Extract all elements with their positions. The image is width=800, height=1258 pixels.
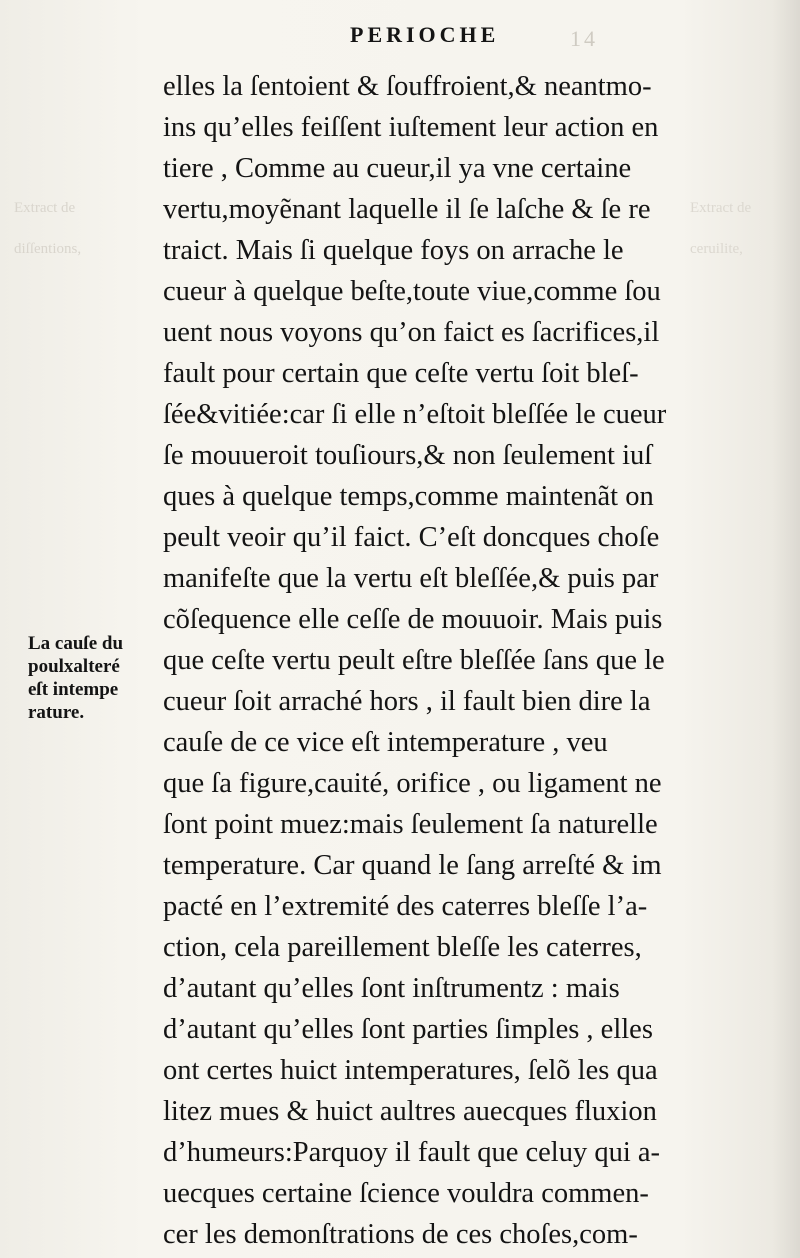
bleed-line: Extract de: [14, 200, 76, 216]
text-line: cueur ſoit arraché hors , il fault bien dire la: [163, 686, 651, 717]
text-line: uecques certaine ſcience vouldra commen-: [163, 1178, 649, 1209]
text-line: ques à quelque temps,comme maintenãt on: [163, 481, 654, 512]
text-line: manifeſte que la vertu eſt bleſſée,& puis par: [163, 563, 659, 594]
text-line: uent nous voyons qu’on faict es ſacrifices,il: [163, 317, 660, 348]
text-line: peult veoir qu’il faict. C’eſt doncques choſe: [163, 522, 660, 553]
bleed-through-left: [14, 196, 154, 278]
text-line: ction, cela pareillement bleſſe les caterres,: [163, 932, 642, 963]
text-line: cauſe de ce vice eſt intemperature , veu: [163, 727, 608, 758]
bleed-line: Extract de: [690, 200, 752, 216]
text-line: d’humeurs:Parquoy il fault que celuy qui a-: [163, 1137, 661, 1168]
text-line: ont certes huict intemperatures, ſelõ les qua: [163, 1055, 658, 1086]
marginal-line: eſt intempe: [28, 679, 119, 700]
text-line: tiere , Comme au cueur,il ya vne certaine: [163, 153, 632, 184]
text-line: d’autant qu’elles ſont inſtrumentz : mais: [163, 973, 620, 1004]
text-line: pacté en l’extremité des caterres bleſſe l’a-: [163, 891, 648, 922]
text-line: litez mues & huict aultres auecques fluxion: [163, 1096, 657, 1127]
text-line: cueur à quelque beſte,toute viue,comme ſou: [163, 276, 661, 307]
text-line: vertu,moyẽnant laquelle il ſe laſche & ſe re: [163, 194, 651, 225]
text-line: traict. Mais ſi quelque foys on arrache le: [163, 235, 624, 266]
text-line: elles la ſentoient & ſouffroient,& neantmo-: [163, 71, 652, 102]
text-line: cõſequence elle ceſſe de mouuoir. Mais puis: [163, 604, 663, 635]
text-line: que ſa figure,cauité, orifice , ou ligament ne: [163, 768, 662, 799]
text-line: cer les demonſtrations de ces choſes,com-: [163, 1219, 638, 1250]
bleed-line: ceruilite,: [690, 241, 743, 257]
text-line: ſée&vitiée:car ſi elle n’eſtoit bleſſée le cueur: [163, 399, 667, 430]
text-line: d’autant qu’elles ſont parties ſimples , elles: [163, 1014, 653, 1045]
text-line: temperature. Car quand le ſang arreſté & im: [163, 850, 662, 881]
body-text: [163, 66, 773, 1255]
text-line: ins qu’elles feiſſent iuſtement leur action en: [163, 112, 659, 143]
bleed-line: diſſentions,: [14, 241, 82, 257]
marginal-line: poulxalteré: [28, 656, 120, 677]
text-line: ſont point muez:mais ſeulement ſa naturelle: [163, 809, 658, 840]
text-line: ſe mouueroit touſiours,& non ſeulement iuſ: [163, 440, 653, 471]
marginal-note: [28, 632, 163, 724]
text-line: fault pour certain que ceſte vertu ſoit bleſ-: [163, 358, 639, 389]
marginal-line: rature.: [28, 702, 85, 723]
text-line: que ceſte vertu peult eſtre bleſſée ſans que le: [163, 645, 665, 676]
running-head: PERIOCHE: [350, 22, 500, 47]
bleed-through-head: 14: [570, 26, 598, 51]
marginal-line: La cauſe du: [28, 633, 124, 654]
page-edge-shadow: [772, 0, 800, 1258]
